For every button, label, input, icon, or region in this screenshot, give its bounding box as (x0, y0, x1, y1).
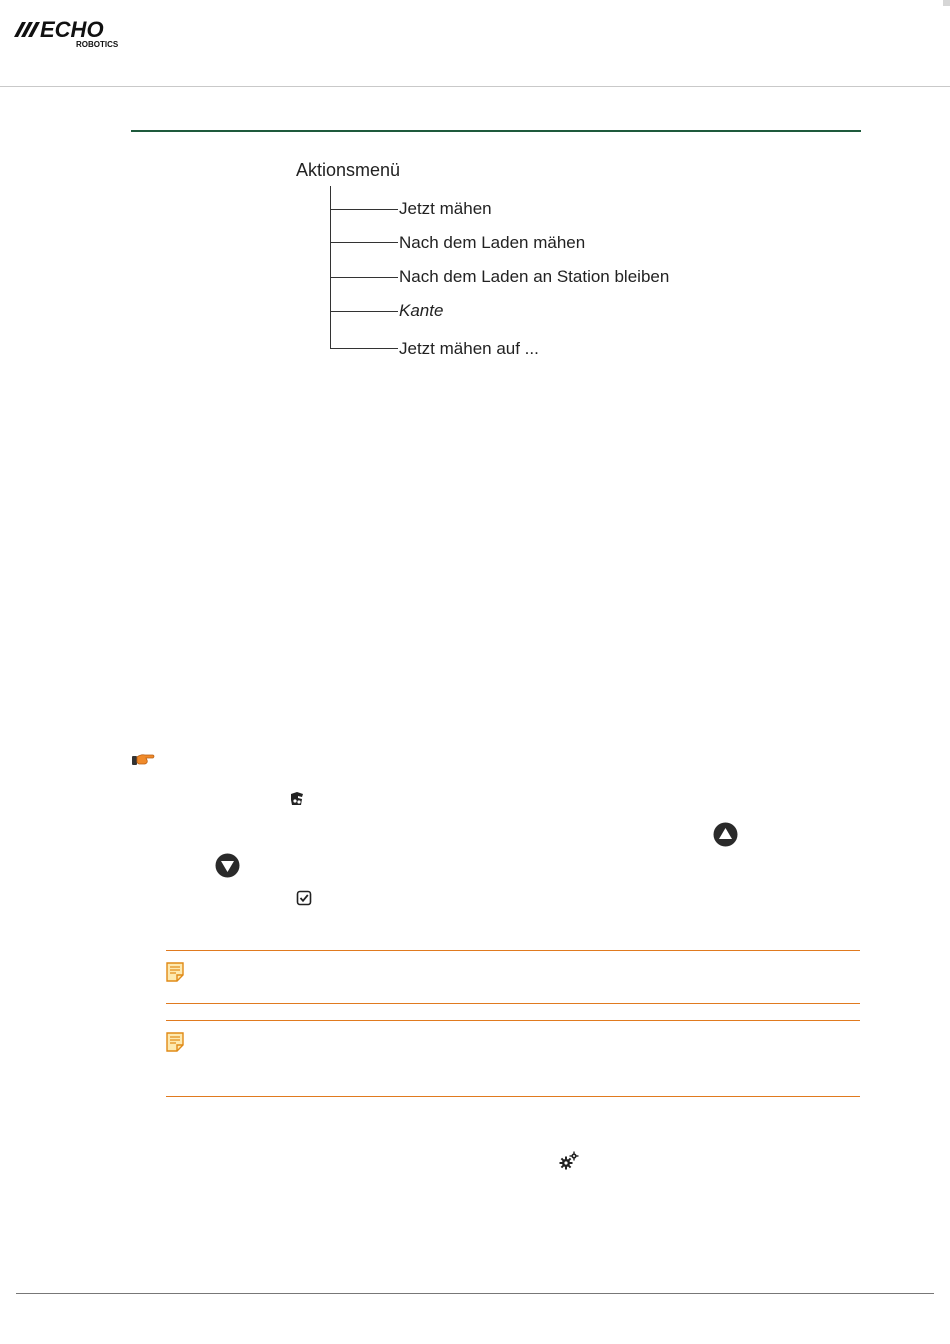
menu-item-kante: Kante (399, 301, 444, 320)
note-icon (166, 1032, 184, 1052)
menu-tree-branch (330, 311, 398, 312)
note-bottom-rule (166, 1096, 860, 1097)
logo-subtitle: ROBOTICS (76, 40, 119, 49)
logo-wordmark: ECHO (40, 17, 104, 42)
menu-tree-branch (330, 242, 398, 243)
menu-tree-branch (330, 348, 398, 349)
note-top-rule (166, 1020, 860, 1021)
menu-tree-branch (330, 277, 398, 278)
menu-tree-root: Aktionsmenü (296, 160, 401, 180)
pointing-hand-icon (131, 751, 155, 767)
arrow-up-button-icon (713, 822, 738, 847)
echo-robotics-logo (12, 10, 132, 50)
gears-icon (558, 1151, 580, 1171)
arrow-down-button-icon (215, 853, 240, 878)
page-corner-mark (943, 0, 950, 6)
header-divider (0, 86, 950, 87)
menu-item-nach-laden-maehen: Nach dem Laden mähen (399, 233, 586, 252)
note-icon (166, 962, 184, 982)
section-divider (131, 130, 861, 132)
footer-divider (16, 1293, 934, 1294)
menu-item-station-bleiben: Nach dem Laden an Station bleiben (399, 267, 670, 286)
robot-action-icon (289, 791, 305, 807)
checkbox-confirm-icon (296, 890, 312, 906)
menu-tree-branch (330, 209, 398, 210)
menu-tree-spine (330, 186, 331, 349)
menu-item-jetzt-maehen-auf: Jetzt mähen auf ... (399, 339, 539, 358)
note-bottom-rule (166, 1003, 860, 1004)
menu-item-jetzt-maehen: Jetzt mähen (399, 199, 492, 218)
note-top-rule (166, 950, 860, 951)
